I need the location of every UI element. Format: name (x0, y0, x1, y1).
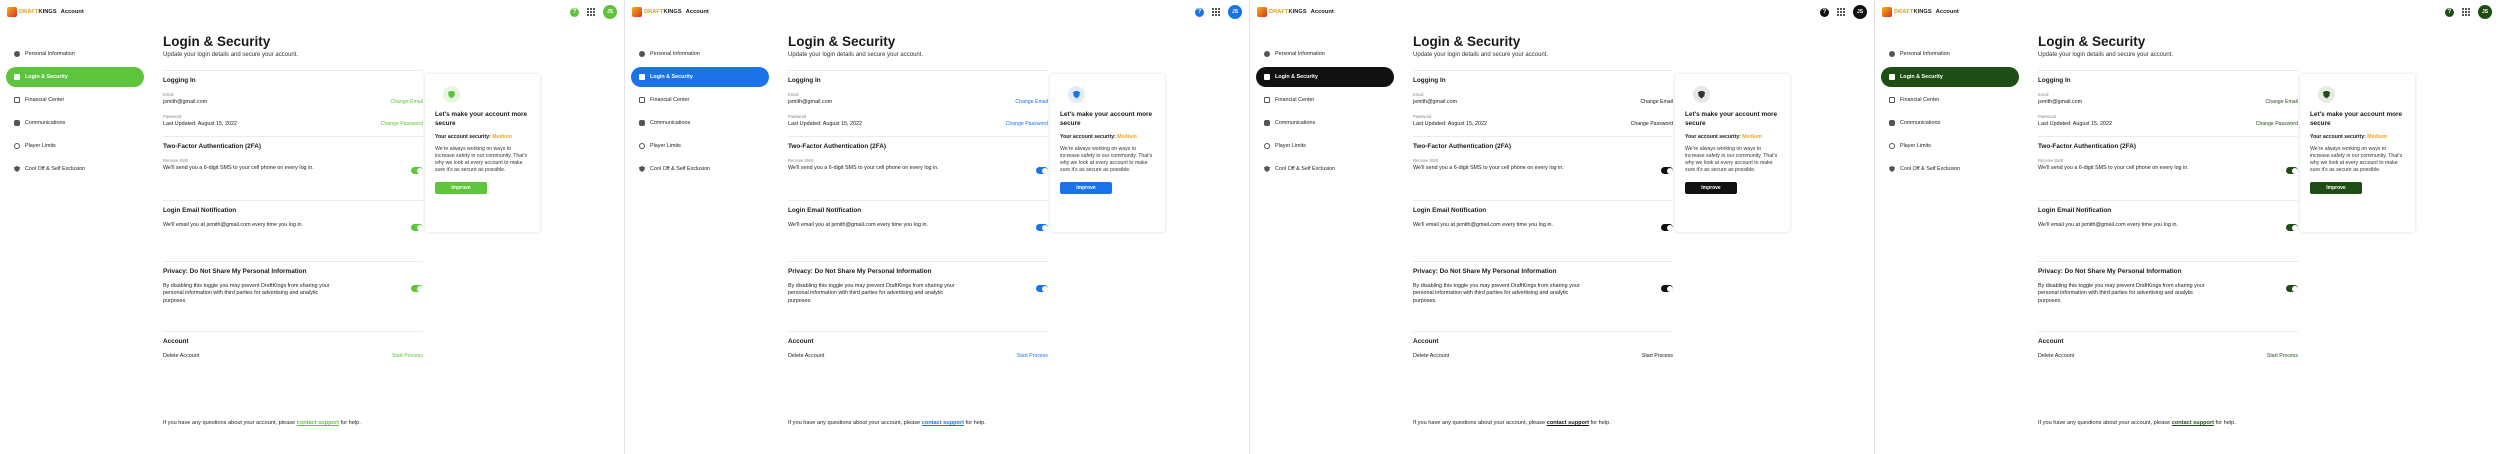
password-updated: Last Updated: August 15, 2022 (788, 121, 863, 127)
grid-icon[interactable] (2462, 8, 2470, 16)
page-title: Login & Security (163, 34, 271, 49)
delete-account-label: Delete Account (163, 352, 200, 359)
logging-in-section (1413, 70, 1673, 127)
password-row (2038, 121, 2298, 127)
sms-label: Receive SMS (163, 158, 189, 163)
section-title: Login Email Notification (788, 207, 862, 214)
email-notification-description: We'll email you at jsmith@gmail.com every time you log in. (788, 222, 929, 228)
delete-account-row (788, 353, 1048, 359)
sidebar (631, 44, 769, 182)
shield-icon (1264, 166, 1270, 172)
password-row (788, 121, 1048, 127)
email-row (163, 99, 423, 105)
email-notification-toggle[interactable] (1036, 224, 1048, 231)
sidebar-item-label: Communications (25, 120, 66, 126)
section-title: Two-Factor Authentication (2FA) (788, 143, 886, 150)
delete-account-row (2038, 353, 2298, 359)
sidebar-item-financial-center[interactable] (1881, 90, 2019, 110)
security-level-value: Medium (1117, 134, 1137, 141)
section-title: Privacy: Do Not Share My Personal Information (163, 268, 307, 275)
password-updated: Last Updated: August 15, 2022 (1413, 121, 1488, 127)
brand-name: DRAFTKINGS (1269, 9, 1307, 15)
security-card (2300, 74, 2415, 232)
sidebar-item-label: Personal Information (650, 51, 700, 57)
crown-icon (632, 7, 642, 17)
sidebar-item-label: Player Limits (25, 143, 56, 149)
sidebar (1881, 44, 2019, 182)
security-level: Your account security: Medium (1685, 134, 1762, 141)
contact-support-link[interactable]: contact support (921, 420, 964, 426)
lock-icon (1264, 74, 1270, 80)
main-content (788, 34, 1048, 368)
card-icon (1889, 97, 1895, 103)
section-title: Login Email Notification (2038, 207, 2112, 214)
page-subtitle: Update your login details and secure your account. (1413, 52, 1549, 58)
privacy-section (163, 261, 423, 305)
two-factor-description: We'll send you a 6-digit SMS to your cell phone on every log in. (788, 165, 939, 171)
change-email-link[interactable]: Change Email (1640, 99, 1673, 105)
security-card (1050, 74, 1165, 232)
section-title: Logging In (788, 77, 821, 84)
improve-button[interactable]: Improve (1685, 182, 1737, 194)
account-section (788, 331, 1048, 359)
security-card-title: Let's make your account more secure (2310, 111, 2403, 127)
sidebar-item-cool-off[interactable] (631, 159, 769, 179)
card-icon (1264, 97, 1270, 103)
sidebar-item-label: Personal Information (25, 51, 75, 57)
chat-icon (1264, 120, 1270, 126)
email-notification-description: We'll email you at jsmith@gmail.com every time you log in. (1413, 222, 1554, 228)
email-notification-toggle[interactable] (411, 224, 423, 231)
privacy-section (2038, 261, 2298, 305)
delete-account-label: Delete Account (2038, 352, 2075, 359)
question-circle-icon[interactable]: ? (1195, 8, 1204, 17)
account-section (163, 331, 423, 359)
two-factor-section (788, 136, 1048, 174)
footer-help-text: If you have any questions about your account, please contact support for help. (163, 420, 361, 426)
page-subtitle: Update your login details and secure your account. (2038, 52, 2174, 58)
shield-check-icon (443, 86, 460, 103)
two-factor-row (788, 165, 1048, 174)
login-email-notification-section (163, 200, 423, 231)
email-notification-row (1413, 222, 1673, 231)
contact-support-link[interactable]: contact support (1546, 420, 1589, 426)
section-title: Privacy: Do Not Share My Personal Information (788, 268, 932, 275)
shield-icon (639, 166, 645, 172)
privacy-description: By disabling this toggle you may prevent DraftKings from sharing your personal information with third parties for advertising and analytic purposes. (1413, 283, 1580, 304)
section-title: Account (2038, 337, 2064, 345)
password-row (1413, 121, 1673, 127)
sidebar-item-login-security[interactable] (1256, 67, 1394, 87)
password-updated: Last Updated: August 15, 2022 (2038, 121, 2113, 127)
header-actions (1195, 5, 1242, 19)
privacy-toggle[interactable] (411, 285, 423, 292)
delete-account-row (1413, 353, 1673, 359)
header-actions (2445, 5, 2492, 19)
email-notification-description: We'll email you at jsmith@gmail.com every time you log in. (2038, 222, 2179, 228)
card-icon (639, 97, 645, 103)
limit-icon (14, 143, 20, 149)
start-process-link[interactable]: Start Process (1016, 352, 1048, 359)
email-label: Email (1413, 92, 1424, 97)
privacy-toggle[interactable] (1036, 285, 1048, 292)
account-panel (1875, 0, 2500, 454)
crown-icon (1257, 7, 1267, 17)
sidebar-item-player-limits[interactable] (1256, 136, 1394, 156)
avatar[interactable]: JS (1228, 5, 1242, 19)
brand-name: DRAFTKINGS (19, 9, 57, 15)
sidebar-item-label: Financial Center (1275, 97, 1315, 103)
brand-logo[interactable] (632, 7, 709, 17)
security-level-value: Medium (2367, 134, 2387, 141)
question-circle-icon[interactable]: ? (2445, 8, 2454, 17)
person-icon (14, 51, 20, 57)
privacy-row (163, 283, 423, 305)
privacy-row (788, 283, 1048, 305)
email-row (788, 99, 1048, 105)
privacy-row (2038, 283, 2298, 305)
person-icon (639, 51, 645, 57)
crown-icon (1882, 7, 1892, 17)
brand-logo[interactable] (7, 7, 84, 17)
section-title: Two-Factor Authentication (2FA) (1413, 143, 1511, 150)
chat-icon (1889, 120, 1895, 126)
sms-label: Receive SMS (2038, 158, 2064, 163)
person-icon (1889, 51, 1895, 57)
email-notification-row (163, 222, 423, 231)
email-value: jsmith@gmail.com (163, 99, 208, 105)
privacy-description: By disabling this toggle you may prevent DraftKings from sharing your personal information with third parties for advertising and analytic purposes. (2038, 283, 2205, 304)
change-password-link[interactable]: Change Password (2255, 121, 2298, 127)
sidebar-item-label: Financial Center (25, 97, 65, 103)
sidebar-item-communications[interactable] (631, 113, 769, 133)
section-title: Logging In (1413, 77, 1446, 84)
two-factor-section (1413, 136, 1673, 174)
card-icon (14, 97, 20, 103)
password-updated: Last Updated: August 15, 2022 (163, 121, 238, 127)
brand-account-label: Account (685, 9, 709, 15)
two-factor-section (163, 136, 423, 174)
two-factor-row (1413, 165, 1673, 174)
shield-icon (1889, 166, 1895, 172)
security-level: Your account security: Medium (1060, 134, 1137, 141)
section-title: Logging In (2038, 77, 2071, 84)
change-password-link[interactable]: Change Password (1630, 121, 1673, 127)
two-factor-row (2038, 165, 2298, 174)
shield-check-icon (1693, 86, 1710, 103)
section-title: Account (1413, 337, 1439, 345)
sidebar-item-communications[interactable] (6, 113, 144, 133)
sidebar-item-label: Player Limits (650, 143, 681, 149)
email-value: jsmith@gmail.com (788, 99, 833, 105)
login-email-notification-section (2038, 200, 2298, 231)
avatar[interactable]: JS (2478, 5, 2492, 19)
section-title: Account (163, 337, 189, 345)
sidebar-item-label: Financial Center (650, 97, 690, 103)
contact-support-link[interactable]: contact support (2171, 420, 2214, 426)
privacy-section (1413, 261, 1673, 305)
email-notification-toggle[interactable] (2286, 224, 2298, 231)
page-title: Login & Security (788, 34, 896, 49)
brand-account-label: Account (1935, 9, 1959, 15)
footer-help-text: If you have any questions about your account, please contact support for help. (2038, 420, 2236, 426)
main-content (2038, 34, 2298, 368)
avatar[interactable]: JS (603, 5, 617, 19)
start-process-link[interactable]: Start Process (1641, 352, 1673, 359)
security-card-description: We're always working on ways to increase safety in our community. That's why we look at every account to make sure it's as secure as possible. (1685, 146, 1778, 174)
account-section (1413, 331, 1673, 359)
section-title: Login Email Notification (163, 207, 237, 214)
password-label: Password (2038, 114, 2057, 119)
brand-account-label: Account (1310, 9, 1334, 15)
two-factor-description: We'll send you a 6-digit SMS to your cell phone on every log in. (1413, 165, 1564, 171)
two-factor-toggle[interactable] (2286, 167, 2298, 174)
sidebar (6, 44, 144, 182)
two-factor-toggle[interactable] (1036, 167, 1048, 174)
security-card (425, 74, 540, 232)
sidebar-item-label: Cool Off & Self Exclusion (650, 166, 711, 172)
login-email-notification-section (788, 200, 1048, 231)
footer-help-text: If you have any questions about your account, please contact support for help. (1413, 420, 1611, 426)
section-title: Privacy: Do Not Share My Personal Information (1413, 268, 1557, 275)
sms-label: Receive SMS (1413, 158, 1439, 163)
privacy-toggle[interactable] (2286, 285, 2298, 292)
page-subtitle: Update your login details and secure your account. (163, 52, 299, 58)
page-subtitle: Update your login details and secure your account. (788, 52, 924, 58)
sidebar-item-cool-off[interactable] (1881, 159, 2019, 179)
footer-help-text: If you have any questions about your account, please contact support for help. (788, 420, 986, 426)
shield-icon (14, 166, 20, 172)
security-level-value: Medium (1742, 134, 1762, 141)
email-notification-toggle[interactable] (1661, 224, 1673, 231)
account-panel (625, 0, 1250, 454)
sidebar-item-label: Login & Security (650, 74, 693, 80)
sidebar-item-cool-off[interactable] (1256, 159, 1394, 179)
delete-account-label: Delete Account (1413, 352, 1450, 359)
avatar[interactable]: JS (1853, 5, 1867, 19)
security-card-description: We're always working on ways to increase safety in our community. That's why we look at every account to make sure it's as secure as possible. (2310, 146, 2403, 174)
email-label: Email (163, 92, 174, 97)
security-level: Your account security: Medium (2310, 134, 2387, 141)
sidebar-item-personal-information[interactable] (631, 44, 769, 64)
sidebar-item-label: Personal Information (1900, 51, 1950, 57)
email-notification-description: We'll email you at jsmith@gmail.com every time you log in. (163, 222, 304, 228)
password-label: Password (163, 114, 182, 119)
brand-name: DRAFTKINGS (1894, 9, 1932, 15)
security-card-title: Let's make your account more secure (1060, 111, 1153, 127)
lock-icon (639, 74, 645, 80)
account-section (2038, 331, 2298, 359)
privacy-row (1413, 283, 1673, 305)
email-value: jsmith@gmail.com (1413, 99, 1458, 105)
section-title: Logging In (163, 77, 196, 84)
sidebar-item-player-limits[interactable] (631, 136, 769, 156)
improve-button[interactable]: Improve (1060, 182, 1112, 194)
sidebar-item-player-limits[interactable] (6, 136, 144, 156)
improve-button[interactable]: Improve (435, 182, 487, 194)
top-bar (0, 0, 625, 24)
header-actions (570, 5, 617, 19)
crown-icon (7, 7, 17, 17)
change-email-link[interactable]: Change Email (2265, 99, 2298, 105)
chat-icon (639, 120, 645, 126)
logging-in-section (788, 70, 1048, 127)
two-factor-toggle[interactable] (411, 167, 423, 174)
two-factor-row (163, 165, 423, 174)
sidebar-item-personal-information[interactable] (6, 44, 144, 64)
sidebar-item-personal-information[interactable] (1881, 44, 2019, 64)
sidebar-item-label: Communications (1275, 120, 1316, 126)
grid-icon[interactable] (1212, 8, 1220, 16)
logging-in-section (2038, 70, 2298, 127)
lock-icon (14, 74, 20, 80)
two-factor-toggle[interactable] (1661, 167, 1673, 174)
brand-logo[interactable] (1882, 7, 1959, 17)
security-card-title: Let's make your account more secure (435, 111, 528, 127)
two-factor-description: We'll send you a 6-digit SMS to your cell phone on every log in. (2038, 165, 2189, 171)
start-process-link[interactable]: Start Process (2266, 352, 2298, 359)
logging-in-section (163, 70, 423, 127)
sidebar-item-personal-information[interactable] (1256, 44, 1394, 64)
sidebar-item-label: Cool Off & Self Exclusion (1900, 166, 1961, 172)
password-label: Password (1413, 114, 1432, 119)
account-panel (1250, 0, 1875, 454)
contact-support-link[interactable]: contact support (296, 420, 339, 426)
top-bar (1875, 0, 2500, 24)
section-title: Login Email Notification (1413, 207, 1487, 214)
delete-account-row (163, 353, 423, 359)
login-email-notification-section (1413, 200, 1673, 231)
sidebar-item-label: Cool Off & Self Exclusion (25, 166, 86, 172)
email-label: Email (788, 92, 799, 97)
sidebar-item-label: Player Limits (1900, 143, 1931, 149)
sidebar-item-label: Cool Off & Self Exclusion (1275, 166, 1336, 172)
email-notification-row (2038, 222, 2298, 231)
password-label: Password (788, 114, 807, 119)
change-email-link[interactable]: Change Email (1015, 99, 1048, 105)
change-email-link[interactable]: Change Email (390, 99, 423, 105)
page-title: Login & Security (1413, 34, 1521, 49)
top-bar (1250, 0, 1875, 24)
security-card-title: Let's make your account more secure (1685, 111, 1778, 127)
privacy-section (788, 261, 1048, 305)
brand-name: DRAFTKINGS (644, 9, 682, 15)
email-row (2038, 99, 2298, 105)
page-title: Login & Security (2038, 34, 2146, 49)
sidebar-item-communications[interactable] (1256, 113, 1394, 133)
privacy-description: By disabling this toggle you may prevent DraftKings from sharing your personal information with third parties for advertising and analytic purposes. (788, 283, 955, 304)
chat-icon (14, 120, 20, 126)
email-value: jsmith@gmail.com (2038, 99, 2083, 105)
sidebar-item-login-security[interactable] (631, 67, 769, 87)
shield-check-icon (1068, 86, 1085, 103)
limit-icon (1264, 143, 1270, 149)
security-card (1675, 74, 1790, 232)
sms-label: Receive SMS (788, 158, 814, 163)
grid-icon[interactable] (1837, 8, 1845, 16)
start-process-link[interactable]: Start Process (391, 352, 423, 359)
email-label: Email (2038, 92, 2049, 97)
section-title: Account (788, 337, 814, 345)
sidebar-item-label: Login & Security (25, 74, 68, 80)
grid-icon[interactable] (587, 8, 595, 16)
two-factor-description: We'll send you a 6-digit SMS to your cell phone on every log in. (163, 165, 314, 171)
sidebar-item-communications[interactable] (1881, 113, 2019, 133)
sidebar-item-label: Login & Security (1275, 74, 1318, 80)
sidebar-item-player-limits[interactable] (1881, 136, 2019, 156)
limit-icon (1889, 143, 1895, 149)
shield-check-icon (2318, 86, 2335, 103)
privacy-toggle[interactable] (1661, 285, 1673, 292)
sidebar-item-label: Financial Center (1900, 97, 1940, 103)
sidebar-item-cool-off[interactable] (6, 159, 144, 179)
section-title: Two-Factor Authentication (2FA) (163, 143, 261, 150)
top-bar (625, 0, 1250, 24)
security-level-value: Medium (492, 134, 512, 141)
sidebar-item-financial-center[interactable] (1256, 90, 1394, 110)
email-row (1413, 99, 1673, 105)
sidebar-item-financial-center[interactable] (631, 90, 769, 110)
delete-account-label: Delete Account (788, 352, 825, 359)
section-title: Privacy: Do Not Share My Personal Information (2038, 268, 2182, 275)
account-panel (0, 0, 625, 454)
sidebar-item-label: Login & Security (1900, 74, 1943, 80)
sidebar-item-label: Player Limits (1275, 143, 1306, 149)
sidebar (1256, 44, 1394, 182)
sidebar-item-label: Communications (1900, 120, 1941, 126)
change-password-link[interactable]: Change Password (1005, 121, 1048, 127)
two-factor-section (2038, 136, 2298, 174)
improve-button[interactable]: Improve (2310, 182, 2362, 194)
email-notification-row (788, 222, 1048, 231)
question-circle-icon[interactable]: ? (1820, 8, 1829, 17)
sidebar-item-label: Communications (650, 120, 691, 126)
password-row (163, 121, 423, 127)
sidebar-item-login-security[interactable] (6, 67, 144, 87)
security-level: Your account security: Medium (435, 134, 512, 141)
change-password-link[interactable]: Change Password (380, 121, 423, 127)
header-actions (1820, 5, 1867, 19)
security-card-description: We're always working on ways to increase safety in our community. That's why we look at every account to make sure it's as secure as possible. (435, 146, 528, 174)
section-title: Two-Factor Authentication (2FA) (2038, 143, 2136, 150)
privacy-description: By disabling this toggle you may prevent DraftKings from sharing your personal information with third parties for advertising and analytic purposes. (163, 283, 330, 304)
sidebar-item-label: Personal Information (1275, 51, 1325, 57)
sidebar-item-login-security[interactable] (1881, 67, 2019, 87)
sidebar-item-financial-center[interactable] (6, 90, 144, 110)
security-card-description: We're always working on ways to increase safety in our community. That's why we look at every account to make sure it's as secure as possible. (1060, 146, 1153, 174)
limit-icon (639, 143, 645, 149)
brand-logo[interactable] (1257, 7, 1334, 17)
lock-icon (1889, 74, 1895, 80)
brand-account-label: Account (60, 9, 84, 15)
person-icon (1264, 51, 1270, 57)
question-circle-icon[interactable]: ? (570, 8, 579, 17)
main-content (163, 34, 423, 368)
main-content (1413, 34, 1673, 368)
